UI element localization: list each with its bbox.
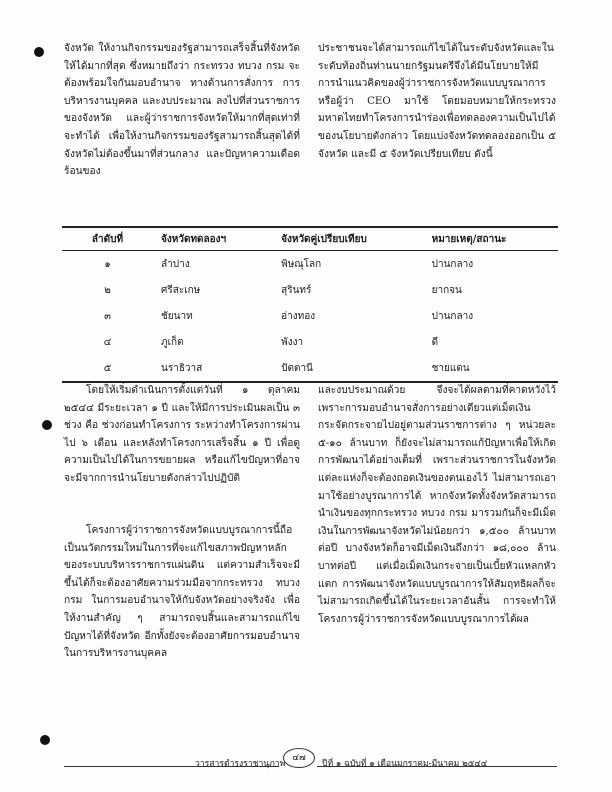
cell-order: ๕: [62, 355, 153, 382]
cell-pilot: ลำปาง: [161, 258, 190, 270]
table-row: [62, 277, 558, 303]
cell-order: ๔: [103, 336, 112, 348]
bullet-mark-mid: [42, 420, 52, 430]
header-pilot: จังหวัดทดลองฯ: [153, 227, 273, 251]
table-row: [62, 303, 558, 329]
cell-compare: ปัตตานี: [273, 355, 424, 382]
column2-top-paragraph: ประชาชนจะได้สามารถแก้ไขได้ในระดับจังหวัดและในระดับท้องถิ่นท่านนายกรัฐมนตรีจึงได้มีนโยบายให้มีการนำแนวคิดของผู้ว่าราชการจังหวัดแบบบูรณาการ หรือผู้ว่า CEO มาใช้ โดยมอบหมายให้กระทรวงมหาดไทยทำโครงการนำร่องเพื่อทดลองความเป็นไปได้ของนโยบายดังกล่าว โดยแบ่งจังหวัดทดลองออกเป็น ๕ จังหวัด และมี ๕ จังหวัดเปรียบเทียบ ดังนี้: [318, 43, 556, 160]
cell-note: ดี: [431, 336, 439, 348]
cell-pilot: ศรีสะเกษ: [161, 284, 201, 296]
bullet-mark-top: [34, 47, 44, 57]
column2-paragraph-2: และงบประมาณด้วย จึงจะได้ผลตามที่คาดหวังไว้ เพราะการมอบอำนาจสั่งการอย่างเดียวแต่เม็ดเงินกระจัดกระจายไปอยู่ตามส่วนราชการต่าง ๆ หน่วยละ ๕-๑๐ ล้านบาท ก็ยังจะไม่สามารถแก้ปัญหาเพื่อให้เกิดการพัฒนาได้อย่างเต็มที่ เพราะส่วนราชการในจังหวัดแต่ละแห่งก็จะต้องถอดเงินของตนเองไว้ ไม่สามารถเอามาใช้อย่างบูรณาการได้ หากจังหวัดทั้งจังหวัดสามารถนำเงินของทุกกระทรวง ทบวง กรม มารวมกันก็จะมีเม็ดเงินในการพัฒนาจังหวัดไม่น้อยกว่า ๑,๕๐๐ ล้านบาทต่อปี บางจังหวัดก็อาจมีเม็ดเงินถึงกว่า ๑๘,๐๐๐ ล้านบาทต่อปี แต่เมื่อเม็ดเงินกระจายเป็นเบี้ยหัวแหลกหัวแตก การพัฒนาจังหวัดแบบบูรณาการให้สัมฤทธิผลก็จะไม่สามารถเกิดขึ้นได้ในระยะเวลาอันสั้น การจะทำให้โครงการผู้ว่าราชการจังหวัดแบบบูรณาการได้ผล: [318, 385, 556, 625]
cell-note: ปานกลาง: [431, 258, 474, 270]
header-order: ลำดับที่: [62, 227, 153, 251]
province-table: [62, 226, 558, 383]
cell-compare: พิษณุโลก: [281, 258, 322, 270]
cell-order: ๓: [104, 310, 111, 322]
cell-order: ๒: [104, 284, 111, 296]
column1-paragraph-2: โดยให้เริ่มดำเนินการตั้งแต่วันที่ ๑ ตุลาคม ๒๕๔๔ มีระยะเวลา ๑ ปี และให้มีการประเมินผลเป็น ๓ ช่วง คือ ช่วงก่อนทำโครงการ ระหว่างทำโครงการผ่านไป ๖ เดือน และหลังทำโครงการเสร็จสิ้น ๑ ปี เพื่อดูความเป็นไปได้ในการขยายผล หรือแก้ไขปัญหาที่อาจจะมีจากการนำนโยบายดังกล่าวไปปฏิบัติ: [64, 385, 300, 484]
cell-pilot: ชัยนาท: [161, 310, 193, 322]
cell-pilot: นราธิวาส: [153, 355, 273, 382]
cell-compare: สุรินทร์: [281, 284, 312, 296]
table-row: [62, 329, 558, 355]
cell-note: ปานกลาง: [431, 310, 474, 322]
cell-note: ยากจน: [431, 284, 462, 296]
column1-top-paragraph: จังหวัด ให้งานกิจกรรมของรัฐสามารถเสร็จสิ้นที่จังหวัดให้ได้มากที่สุด ซึ่งหมายถึงว่า กระทรวง ทบวง กรม จะต้องพร้อมใจกันมอบอำนาจ ทางด้านการสั่งการ การบริหารงานบุคคล และงบประมาณ ลงไปที่ส่วนราชการของจังหวัด และผู้ว่าราชการจังหวัดให้มากที่สุดเท่าที่จะทำได้ เพื่อให้งานกิจกรรมของรัฐสามารถสิ้นสุดได้ที่จังหวัดไม่ต้องขึ้นมาที่ส่วนกลาง และปัญหาความเดือดร้อนของ: [64, 43, 300, 178]
bullet-mark-bottom: [40, 735, 50, 745]
cell-pilot: ภูเก็ต: [161, 336, 184, 348]
cell-order: ๑: [104, 258, 111, 270]
page-number: ๔๗: [283, 748, 315, 768]
table-row: [62, 355, 558, 382]
header-note: หมายเหตุ/สถานะ: [424, 227, 558, 251]
table-header-row: [62, 227, 558, 251]
cell-compare: พังงา: [281, 336, 304, 348]
column1-paragraph-3: โครงการผู้ว่าราชการจังหวัดแบบบูรณาการนี้ถือเป็นนวัตกรรมใหม่ในการที่จะแก้ไขสภาพปัญหาหลักของระบบบริหารราชการแผ่นดิน แต่ความสำเร็จจะมีขึ้นได้ก็จะต้องอาศัยความร่วมมือจากกระทรวง ทบวง กรม ในการมอบอำนาจให้กับจังหวัดอย่างจริงจัง เพื่อให้งานสำคัญ ๆ สามารถจบสิ้นและสามารถแก้ไขปัญหาได้ที่จังหวัด อีกทั้งยังจะต้องอาศัยการมอบอำนาจในการบริหารงานบุคคล: [64, 525, 300, 660]
cell-compare: อ่างทอง: [281, 310, 316, 322]
journal-name: วารสารดำรงราชานุภาพ: [195, 759, 286, 769]
issue-info: ปีที่ ๑ ฉบับที่ ๑ เดือนมกราคม-มีนาคม ๒๕๔๔: [322, 759, 488, 769]
header-compare: จังหวัดคู่เปรียบเทียบ: [273, 227, 424, 251]
cell-note: ชายแดน: [424, 355, 558, 382]
table-row: [62, 251, 558, 278]
